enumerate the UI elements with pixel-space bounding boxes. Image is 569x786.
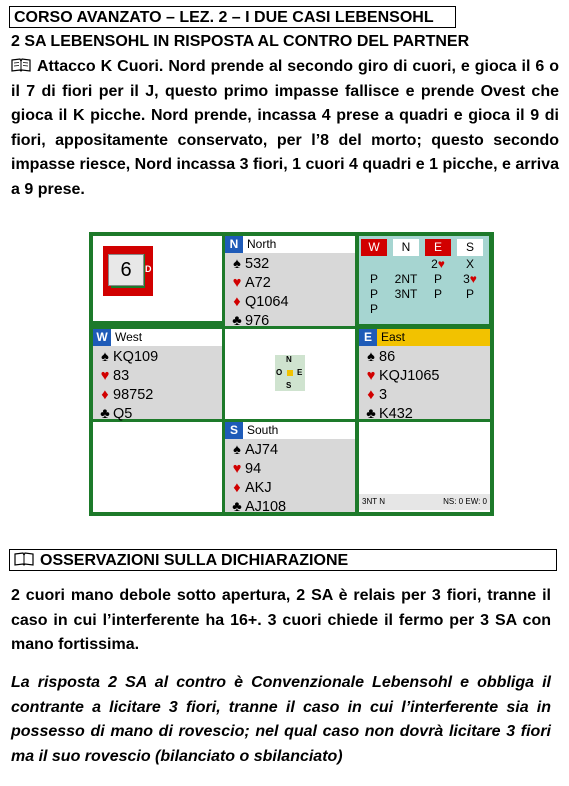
contract-cell	[359, 422, 490, 512]
seat-west-badge: W	[93, 329, 111, 346]
bid-cell: 2NT	[394, 272, 418, 286]
heart-icon: ♥	[232, 461, 242, 477]
seat-east-badge: E	[359, 329, 377, 346]
south-hearts: 94	[245, 461, 262, 477]
bid-cell: P	[369, 302, 378, 316]
club-icon: ♣	[232, 499, 242, 515]
board-number: 6	[108, 254, 144, 286]
spade-icon: ♠	[367, 349, 375, 365]
north-diamonds: Q1064	[245, 294, 289, 310]
club-icon: ♣	[100, 406, 110, 422]
west-name: West	[115, 330, 143, 344]
north-clubs: 976	[245, 313, 270, 329]
south-clubs: AJ108	[245, 499, 287, 515]
west-clubs: Q5	[113, 406, 133, 422]
bid-cell: 3♥	[463, 272, 477, 286]
south-diamonds: AKJ	[245, 480, 272, 496]
empty-cell	[93, 422, 222, 512]
heart-icon: ♥	[366, 368, 376, 384]
south-name: South	[247, 423, 279, 437]
north-name: North	[247, 237, 277, 251]
play-description	[11, 55, 559, 202]
book-icon	[11, 58, 31, 72]
bid-header-w: W	[361, 239, 387, 256]
seat-north-badge: N	[225, 236, 243, 253]
contract: 3NT N	[362, 497, 385, 506]
board-number-cell	[93, 236, 222, 321]
play-text: Attacco K Cuori. Nord prende al secondo giro di cuori, e gioca il 6 o il 7 di fiori per il J, questo primo impasse fallisce e prende Ovest che gioca il K picche. Nord prende, incassa 4 prese a quadri e gioca il 9 di fiori, appositamente conservato, per l’8 del morto; questo secondo impasse riesce, Nord incassa 3 fiori, 1 cuori 4 quadri e 1 picche, e arriva a 9 prese.	[11, 58, 559, 198]
bid-cell: X	[465, 257, 474, 271]
spade-icon: ♠	[233, 442, 241, 458]
diamond-icon: ♦	[233, 294, 241, 310]
bid-cell: 3NT	[394, 287, 418, 301]
club-icon: ♣	[366, 406, 376, 422]
east-hearts: KQJ1065	[379, 368, 440, 384]
seat-south-badge: S	[225, 422, 243, 439]
bid-cell: P	[465, 287, 474, 301]
east-diamonds: 3	[379, 387, 388, 403]
heart-icon: ♥	[232, 275, 242, 291]
bridge-board	[89, 232, 494, 516]
bid-cell: P	[369, 272, 378, 286]
section-title-text: OSSERVAZIONI SULLA DICHIARAZIONE	[40, 552, 349, 569]
club-icon: ♣	[232, 313, 242, 329]
compass-n: N	[286, 355, 292, 364]
spade-icon: ♠	[101, 349, 109, 365]
west-hearts: 83	[113, 368, 130, 384]
south-hand	[225, 422, 355, 515]
lesson-title: CORSO AVANZATO – LEZ. 2 – I DUE CASI LEBENSOHL	[9, 6, 456, 28]
bid-cell: P	[369, 287, 378, 301]
east-name: East	[381, 330, 406, 344]
west-hand	[93, 329, 222, 422]
east-clubs: K432	[379, 406, 413, 422]
table-center	[225, 329, 355, 419]
spade-icon: ♠	[233, 256, 241, 272]
compass-o: O	[276, 368, 283, 377]
bid-cell: P	[433, 272, 442, 286]
east-hand	[359, 329, 490, 422]
north-hearts: A72	[245, 275, 271, 291]
bid-header-e: E	[425, 239, 451, 256]
west-spades: KQ109	[113, 349, 159, 365]
bid-cell: 2♥	[431, 257, 445, 271]
east-spades: 86	[379, 349, 396, 365]
lebensohl-note: La risposta 2 SA al contro è Convenzionale Lebensohl e obbliga il contrante a licitare 3 fiori, tranne il caso in cui l’interferente sia in possesso di mano di rovescio; nel qual caso non dovrà licitare 3 fiori ma il suo rovescio (bilanciato o sbilanciato)	[11, 674, 551, 765]
book-icon	[14, 552, 34, 566]
west-diamonds: 98752	[113, 387, 154, 403]
compass-e: E	[297, 368, 303, 377]
diamond-icon: ♦	[101, 387, 109, 403]
bidding-notes: 2 cuori mano debole sotto apertura, 2 SA è relais per 3 fiori, tranne il caso in cui l’interferente ha 16+. 3 cuori chiede il fermo per 3 SA con mano fortissima.	[11, 587, 551, 653]
dealer-mark: D	[145, 264, 152, 274]
bid-header-s: S	[457, 239, 483, 256]
diamond-icon: ♦	[233, 480, 241, 496]
section-title	[9, 549, 557, 571]
lesson-subtitle: 2 SA LEBENSOHL IN RISPOSTA AL CONTRO DEL PARTNER	[11, 33, 470, 50]
north-spades: 532	[245, 256, 270, 272]
heart-icon: ♥	[100, 368, 110, 384]
north-hand	[225, 236, 355, 329]
bidding-box	[359, 236, 490, 324]
south-spades: AJ74	[245, 442, 279, 458]
diamond-icon: ♦	[367, 387, 375, 403]
score: NS: 0 EW: 0	[443, 497, 487, 506]
bid-header-n: N	[393, 239, 419, 256]
compass	[275, 355, 305, 391]
compass-s: S	[286, 381, 292, 390]
bid-cell: P	[433, 287, 442, 301]
